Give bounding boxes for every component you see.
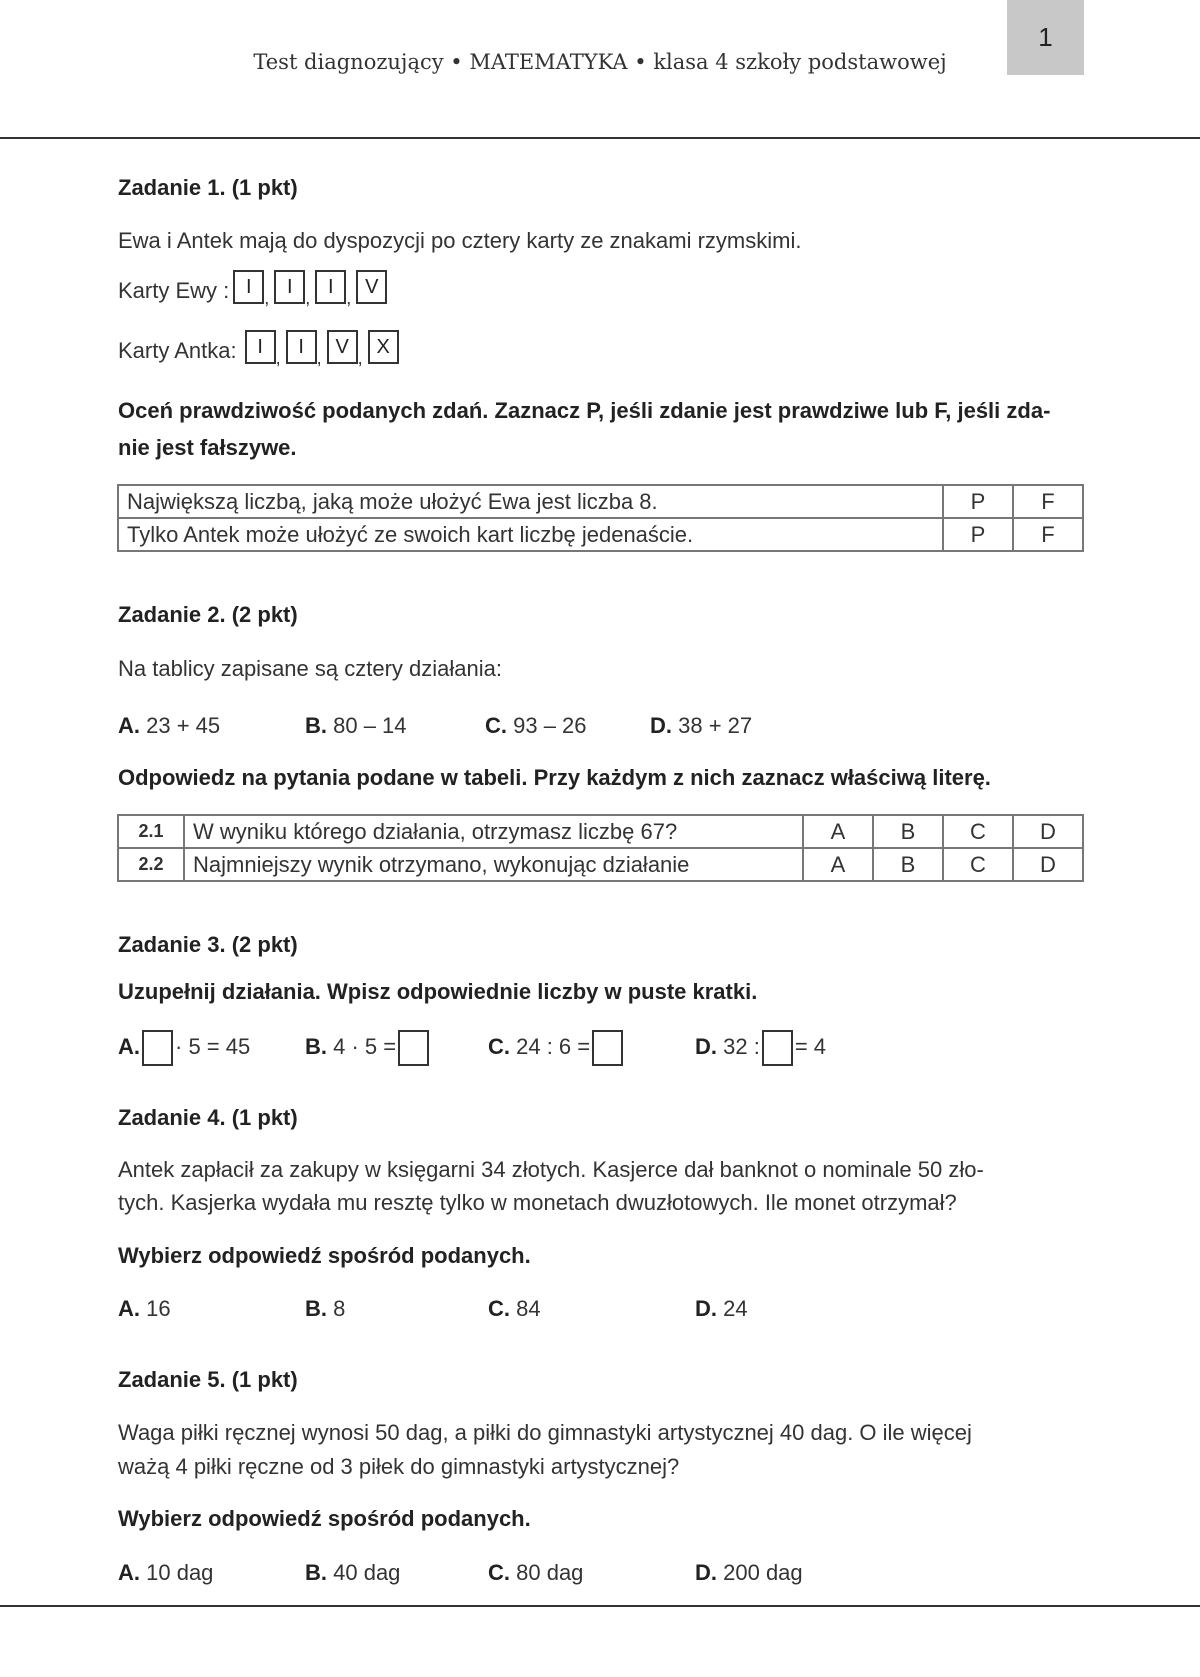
antek-card: I xyxy=(245,330,276,364)
task1-true-false-table xyxy=(117,484,1084,552)
task1-title: Zadanie 1. (1 pkt) xyxy=(118,175,298,200)
statement-cell: Tylko Antek może ułożyć ze swoich kart liczbę jedenaście. xyxy=(118,518,943,551)
table-row xyxy=(118,815,1083,848)
task3-equation-c: C. 24 : 6 = xyxy=(488,1030,625,1066)
antek-cards-label: Karty Antka: xyxy=(118,338,237,363)
task1-intro: Ewa i Antek mają do dyspozycji po cztery karty ze znakami rzymskimi. xyxy=(118,228,802,253)
task4-text-line2: tych. Kasjerka wydała mu resztę tylko w monetach dwuzłotowych. Ile monet otrzymał? xyxy=(118,1190,957,1215)
task4-text-line1: Antek zapłacił za zakupy w księgarni 34 złotych. Kasjerce dał banknot o nominale 50 zło- xyxy=(118,1157,984,1182)
ewa-cards-row: Karty Ewy : I , I , I , V xyxy=(118,270,387,304)
task5-option[interactable]: D. 200 dag xyxy=(695,1560,803,1585)
task2-option: A. 23 + 45 xyxy=(118,713,221,738)
answer-b-option[interactable]: B xyxy=(873,815,943,848)
answer-f-option[interactable]: F xyxy=(1013,485,1083,518)
task5-title: Zadanie 5. (1 pkt) xyxy=(118,1367,298,1392)
antek-card: X xyxy=(368,330,399,364)
task4-option[interactable]: B. 8 xyxy=(305,1296,346,1321)
task5-option[interactable]: B. 40 dag xyxy=(305,1560,401,1585)
page-number: 1 xyxy=(1038,22,1053,52)
table-row xyxy=(118,848,1083,881)
task3-equation-b: B. 4 · 5 = xyxy=(305,1030,431,1066)
ewa-cards-label: Karty Ewy : xyxy=(118,278,230,303)
header-divider xyxy=(0,137,1200,139)
ewa-card: I xyxy=(274,270,305,304)
task4-title: Zadanie 4. (1 pkt) xyxy=(118,1105,298,1130)
task3-title: Zadanie 3. (2 pkt) xyxy=(118,932,298,957)
question-cell: W wyniku którego działania, otrzymasz liczbę 67? xyxy=(184,815,803,848)
task2-title: Zadanie 2. (2 pkt) xyxy=(118,602,298,627)
page-header-title: Test diagnozujący • MATEMATYKA • klasa 4 szkoły podstawowej xyxy=(253,50,947,74)
answer-box[interactable] xyxy=(762,1030,793,1066)
task5-option[interactable]: A. 10 dag xyxy=(118,1560,214,1585)
task2-instruction: Odpowiedz na pytania podane w tabeli. Przy każdym z nich zaznacz właściwą literę. xyxy=(118,765,991,790)
answer-box[interactable] xyxy=(142,1030,173,1066)
answer-a-option[interactable]: A xyxy=(803,848,873,881)
task1-instruction-line1: Oceń prawdziwość podanych zdań. Zaznacz P, jeśli zdanie jest prawdziwe lub F, jeśli zda- xyxy=(118,398,1051,423)
answer-box[interactable] xyxy=(592,1030,623,1066)
task5-text-line1: Waga piłki ręcznej wynosi 50 dag, a piłki do gimnastyki artystycznej 40 dag. O ile więcej xyxy=(118,1420,972,1445)
task2-option: D. 38 + 27 xyxy=(650,713,753,738)
task3-equation-d: D. 32 : = 4 xyxy=(695,1030,826,1066)
answer-c-option[interactable]: C xyxy=(943,848,1013,881)
answer-a-option[interactable]: A xyxy=(803,815,873,848)
answer-box[interactable] xyxy=(398,1030,429,1066)
ewa-card: I xyxy=(233,270,264,304)
question-number: 2.2 xyxy=(118,848,184,881)
antek-cards-row: Karty Antka: I , I , V , X xyxy=(118,330,399,364)
task4-option[interactable]: D. 24 xyxy=(695,1296,748,1321)
task5-option[interactable]: C. 80 dag xyxy=(488,1560,584,1585)
task5-text-line2: ważą 4 piłki ręczne od 3 piłek do gimnastyki artystycznej? xyxy=(118,1454,680,1479)
answer-d-option[interactable]: D xyxy=(1013,815,1083,848)
answer-f-option[interactable]: F xyxy=(1013,518,1083,551)
task2-answer-table xyxy=(117,814,1084,882)
task3-equation-a: A. · 5 = 45 xyxy=(118,1030,250,1066)
answer-d-option[interactable]: D xyxy=(1013,848,1083,881)
ewa-card: V xyxy=(356,270,387,304)
antek-card: V xyxy=(327,330,358,364)
question-cell: Najmniejszy wynik otrzymano, wykonując działanie xyxy=(184,848,803,881)
task4-option[interactable]: C. 84 xyxy=(488,1296,541,1321)
page-number-badge xyxy=(1007,0,1084,75)
answer-c-option[interactable]: C xyxy=(943,815,1013,848)
answer-b-option[interactable]: B xyxy=(873,848,943,881)
task5-instruction: Wybierz odpowiedź spośród podanych. xyxy=(118,1506,531,1531)
ewa-card: I xyxy=(315,270,346,304)
footer-divider xyxy=(0,1605,1200,1607)
antek-card: I xyxy=(286,330,317,364)
task4-option[interactable]: A. 16 xyxy=(118,1296,171,1321)
task1-instruction-line2: nie jest fałszywe. xyxy=(118,435,297,460)
statement-cell: Największą liczbą, jaką może ułożyć Ewa jest liczba 8. xyxy=(118,485,943,518)
question-number: 2.1 xyxy=(118,815,184,848)
table-row xyxy=(118,485,1083,518)
answer-p-option[interactable]: P xyxy=(943,518,1013,551)
task4-instruction: Wybierz odpowiedź spośród podanych. xyxy=(118,1243,531,1268)
task3-instruction: Uzupełnij działania. Wpisz odpowiednie liczby w puste kratki. xyxy=(118,979,758,1004)
task2-intro: Na tablicy zapisane są cztery działania: xyxy=(118,656,502,681)
answer-p-option[interactable]: P xyxy=(943,485,1013,518)
task2-option: B. 80 – 14 xyxy=(305,713,407,738)
task2-option: C. 93 – 26 xyxy=(485,713,587,738)
table-row xyxy=(118,518,1083,551)
